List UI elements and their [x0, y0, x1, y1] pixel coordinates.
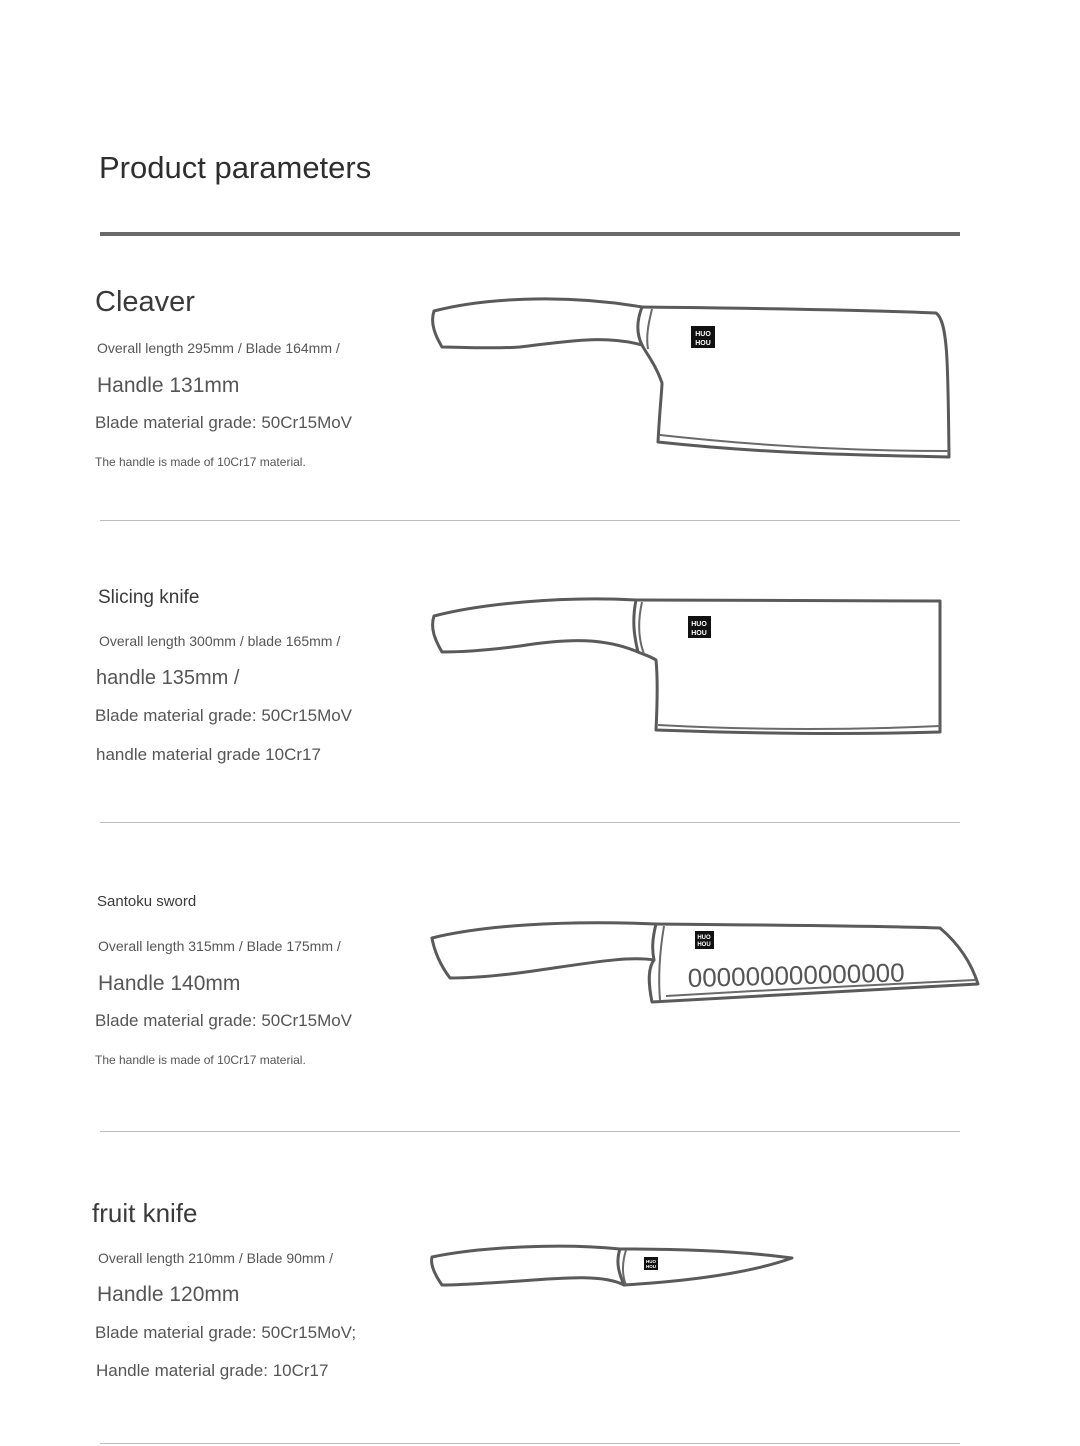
- page-title: Product parameters: [99, 150, 372, 185]
- blade-holes: 000000000000000: [687, 957, 905, 993]
- knife-handle-length: Handle 120mm: [97, 1283, 240, 1306]
- knife-name: fruit knife: [92, 1198, 198, 1228]
- logo-text-top: HUO: [646, 1259, 656, 1264]
- knife-handle-material: handle material grade 10Cr17: [96, 745, 321, 764]
- knife-blade-material: Blade material grade: 50Cr15MoV;: [95, 1323, 357, 1342]
- logo-text-top: HUO: [695, 331, 711, 338]
- slicing-knife-illustration: [420, 590, 950, 745]
- knife-handle-material: Handle material grade: 10Cr17: [96, 1361, 329, 1380]
- knife-handle-material: The handle is made of 10Cr17 material.: [95, 1053, 306, 1067]
- santoku-illustration: [420, 910, 985, 1010]
- knife-dimensions: Overall length 300mm / blade 165mm /: [99, 633, 341, 649]
- section-divider: [100, 520, 960, 521]
- section-divider: [100, 1443, 960, 1444]
- logo-text-bottom: HOU: [691, 630, 707, 637]
- logo-text-top: HUO: [691, 621, 707, 628]
- fruit-knife-illustration: [420, 1235, 800, 1295]
- knife-dimensions: Overall length 210mm / Blade 90mm /: [98, 1250, 333, 1266]
- knife-blade-material: Blade material grade: 50Cr15MoV: [95, 413, 353, 432]
- knife-dimensions: Overall length 295mm / Blade 164mm /: [97, 340, 340, 356]
- section-divider: [100, 822, 960, 823]
- knife-blade-material: Blade material grade: 50Cr15MoV: [95, 706, 353, 725]
- logo-text-bottom: HOU: [697, 942, 711, 948]
- knife-name: Cleaver: [95, 286, 195, 318]
- knife-handle-material: The handle is made of 10Cr17 material.: [95, 455, 306, 469]
- knife-handle-length: Handle 140mm: [98, 972, 241, 995]
- cleaver-illustration: [420, 285, 960, 470]
- knife-handle-length: handle 135mm /: [96, 667, 240, 689]
- knife-blade-material: Blade material grade: 50Cr15MoV: [95, 1011, 353, 1030]
- title-divider: [100, 232, 960, 236]
- logo-text-bottom: HOU: [646, 1264, 656, 1269]
- knife-name: Santoku sword: [97, 893, 197, 910]
- knife-handle-length: Handle 131mm: [97, 374, 240, 397]
- knife-name: Slicing knife: [98, 587, 200, 608]
- section-divider: [100, 1131, 960, 1132]
- knife-dimensions: Overall length 315mm / Blade 175mm /: [98, 938, 341, 954]
- logo-text-top: HUO: [697, 935, 711, 941]
- logo-text-bottom: HOU: [695, 340, 711, 347]
